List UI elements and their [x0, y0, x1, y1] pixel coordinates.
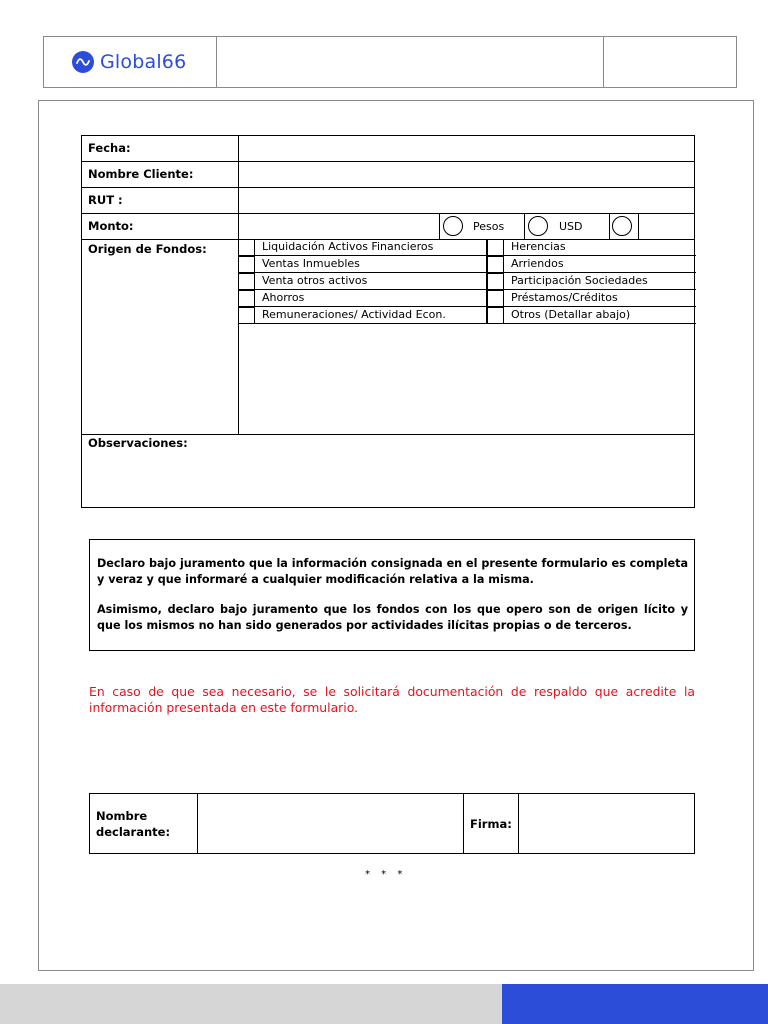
monto-field[interactable] — [239, 214, 439, 239]
sworn-declaration — [89, 539, 695, 651]
rut-field[interactable] — [239, 188, 695, 213]
option-label: Ahorros — [262, 291, 305, 304]
option-row — [238, 239, 696, 256]
brand-logo — [44, 37, 217, 87]
cell-divider — [439, 213, 440, 239]
fecha-field[interactable] — [239, 136, 695, 161]
option-checkbox[interactable] — [487, 256, 504, 273]
pesos-label: Pesos — [473, 220, 505, 233]
option-label: Préstamos/Créditos — [511, 291, 618, 304]
end-marker: * * * — [365, 869, 407, 880]
option-checkbox[interactable] — [487, 273, 504, 290]
option-row — [238, 273, 696, 290]
option-label: Venta otros activos — [262, 274, 368, 287]
usd-label: USD — [559, 220, 583, 233]
option-label: Otros (Detallar abajo) — [511, 308, 631, 321]
option-label: Liquidación Activos Financieros — [262, 240, 434, 253]
option-checkbox[interactable] — [238, 307, 255, 324]
firma-label: Firma: — [463, 794, 519, 853]
other-currency-radio[interactable] — [612, 216, 632, 236]
option-label: Participación Sociedades — [511, 274, 648, 287]
header-code-cell — [604, 37, 736, 87]
firma-field[interactable] — [520, 794, 695, 853]
footer-accent — [502, 984, 768, 1024]
option-row — [238, 307, 696, 324]
monto-label: Monto: — [88, 219, 134, 233]
cell-divider — [638, 213, 639, 239]
header-title-cell — [217, 37, 604, 87]
option-row — [238, 290, 696, 307]
option-checkbox[interactable] — [487, 239, 504, 256]
declaration-paragraph: Asimismo, declaro bajo juramento que los fondos con los que opero son de origen lícito y que los mismos no han sido generados por actividades ilícitas propias o de terceros. — [97, 603, 688, 632]
rut-label: RUT : — [88, 193, 123, 207]
nombre-declarante-label: Nombre declarante: — [90, 794, 198, 853]
option-checkbox[interactable] — [487, 307, 504, 324]
wave-icon — [72, 51, 94, 73]
origen-fondos-label: Origen de Fondos: — [88, 242, 207, 256]
documentation-note: En caso de que sea necesario, se le solicitará documentación de respaldo que acredite la información presentada en este formulario. — [89, 684, 695, 715]
option-label: Arriendos — [511, 257, 564, 270]
brand-name: Global66 — [100, 51, 187, 73]
nombre-cliente-label: Nombre Cliente: — [88, 167, 194, 181]
signature-table — [89, 793, 695, 854]
nombre-declarante-field[interactable] — [199, 794, 463, 853]
option-label: Ventas Inmuebles — [262, 257, 360, 270]
declaration-paragraph: Declaro bajo juramento que la información consignada en el presente formulario es completa y veraz y que informaré a cualquier modificación relativa a la misma. — [97, 557, 688, 586]
option-checkbox[interactable] — [238, 290, 255, 307]
option-checkbox[interactable] — [238, 273, 255, 290]
option-checkbox[interactable] — [487, 290, 504, 307]
document-header — [43, 36, 737, 88]
nombre-cliente-field[interactable] — [239, 162, 695, 187]
cell-divider — [609, 213, 610, 239]
form-page — [38, 100, 754, 971]
option-checkbox[interactable] — [238, 239, 255, 256]
option-row — [238, 256, 696, 273]
client-form-table — [81, 135, 695, 508]
observaciones-label: Observaciones: — [88, 436, 188, 450]
observaciones-field[interactable] — [239, 435, 695, 508]
option-label: Remuneraciones/ Actividad Econ. — [262, 308, 446, 321]
pesos-radio[interactable] — [443, 216, 463, 236]
option-checkbox[interactable] — [238, 256, 255, 273]
fecha-label: Fecha: — [88, 141, 131, 155]
cell-divider — [524, 213, 525, 239]
usd-radio[interactable] — [528, 216, 548, 236]
option-label: Herencias — [511, 240, 566, 253]
footer-bar — [0, 984, 502, 1024]
